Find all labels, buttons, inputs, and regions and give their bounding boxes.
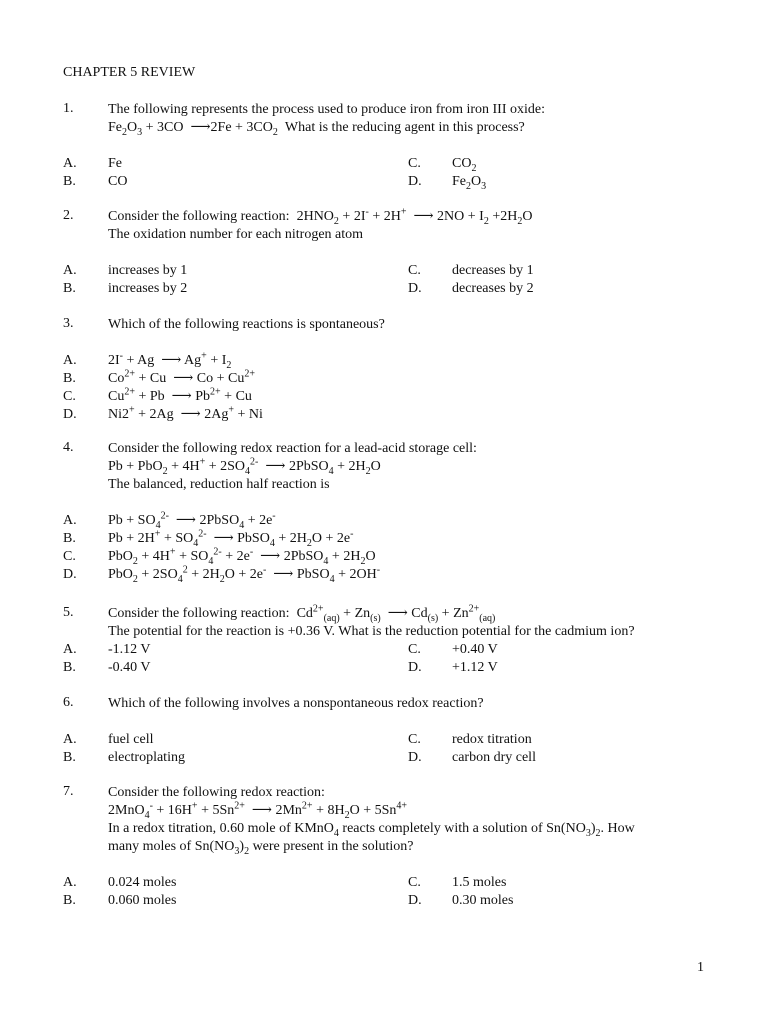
question-number: 4. [63,440,74,455]
page-number: 1 [697,960,704,975]
question-number: 6. [63,695,74,710]
choice-equation: $Pb + SO_4^{2-}$ ⟶ 2PbSO$_4$ + 2e- [108,510,276,531]
question-text: Which of the following reactions is spontaneous? [108,317,385,332]
choice-letter: A. [63,875,77,890]
choice-letter: C. [408,875,421,890]
choice-text: Fe [108,156,122,171]
choice-equation: Ni2+ + 2Ag ⟶ 2Ag+ + Ni [108,404,263,422]
choice-letter: B. [63,750,76,765]
question-prompt: What is the reducing agent in this process? [284,120,525,135]
choice-letter: C. [63,389,76,404]
question-7 [63,784,703,910]
question-1 [63,101,703,191]
question-text-part: reacts completely with a solution of [342,821,543,836]
choice-text: +1.12 V [452,660,498,675]
choice-row [63,406,703,424]
question-text: Consider the following reaction: $Cd^{2+}_{(aq)} + Zn_{(s)}$ ⟶ $Cd_{(s)} + Zn^{2+}_{(aq)}$ [108,603,496,624]
choice-letter: C. [408,263,421,278]
choice-text: -1.12 V [108,642,151,657]
chemical-equation: $Pb + PbO_2 + 4H^+ + 2SO_4^{2-}$ ⟶ 2PbSO$_4$ + $2H_2O$ [108,456,381,477]
choice-text: 0.024 moles [108,875,177,890]
choice-row [63,530,703,548]
question-number: 1. [63,101,74,116]
question-lead: Consider the following reaction: [108,209,290,224]
choice-text: $Fe_2O_3$ [452,174,487,192]
choice-letter: B. [63,371,76,386]
choice-letter: D. [408,660,422,675]
choice-letter: B. [63,174,76,189]
choice-row [63,548,703,566]
choice-row [63,566,703,584]
choice-letter: A. [63,156,77,171]
choice-row [63,173,703,191]
choice-letter: C. [408,732,421,747]
choice-letter: B. [63,660,76,675]
choice-text: increases by 2 [108,281,188,296]
choice-text: decreases by 2 [452,281,534,296]
choice-letter: A. [63,353,77,368]
choice-text: -0.40 V [108,660,151,675]
choice-letter: C. [63,549,76,564]
choice-row [63,370,703,388]
question-text: The potential for the reaction is +0.36 V. What is the reduction potential for the cadmium ion? [108,624,635,639]
choice-letter: B. [63,281,76,296]
choice-text: fuel cell [108,732,154,747]
question-6 [63,695,703,767]
choice-text: 1.5 moles [452,875,507,890]
choice-letter: D. [63,567,77,582]
question-text: The following represents the process used to produce iron from iron III oxide: [108,102,545,117]
choice-text: carbon dry cell [452,750,536,765]
choice-letter: D. [408,750,422,765]
choice-text: 0.30 moles [452,893,514,908]
choice-text: redox titration [452,732,532,747]
choice-letter: D. [408,893,422,908]
choice-equation: $PbO_2 + 2SO_4^2 + 2H_2O + 2e^-$ ⟶ PbSO$_4$ + 2OH- [108,564,381,585]
question-number: 5. [63,605,74,620]
choice-row [63,155,703,173]
choice-letter: D. [408,174,422,189]
choice-letter: B. [63,531,76,546]
question-5 [63,605,703,677]
choice-equation: $Co^{2+} + Cu$ ⟶ $Co + Cu^{2+}$ [108,368,255,386]
question-text: The oxidation number for each nitrogen atom [108,227,364,242]
question-text: Which of the following involves a nonspontaneous redox reaction? [108,696,484,711]
question-text: In a redox titration, 0.60 mole of KMnO$_4$ reacts completely with a solution of $Sn(NO_3)_2$. How [108,821,635,839]
choice-text: $CO_2$ [452,156,477,174]
question-number: 7. [63,784,74,799]
question-lead: Consider the following reaction: [108,606,290,621]
choice-text: 0.060 moles [108,893,177,908]
choice-letter: D. [63,407,77,422]
choice-row [63,892,703,910]
question-2 [63,208,703,298]
choice-letter: C. [408,642,421,657]
question-text: Consider the following reaction: $2HNO_2 + 2I^- + 2H^+$ ⟶ $2NO + I_2 +2H_2O$ [108,206,533,227]
choice-row [63,659,703,677]
choice-text: CO [108,174,128,189]
question-text: The balanced, reduction half reaction is [108,477,330,492]
choice-letter: A. [63,263,77,278]
choice-text: +0.40 V [452,642,498,657]
question-number: 3. [63,316,74,331]
question-text: many moles of $Sn(NO_3)_2$ were present in the solution? [108,839,414,857]
chemical-equation: $2MnO_4^- + 16H^+ + 5Sn^{2+}$ ⟶ $2Mn^{2+} + 8H_2O + 5Sn^{4+}$ [108,800,408,821]
choice-row [63,731,703,749]
choice-row [63,262,703,280]
choice-row [63,641,703,659]
choice-row [63,749,703,767]
choice-row [63,874,703,892]
choice-text: increases by 1 [108,263,188,278]
choice-row [63,352,703,370]
question-4 [63,440,703,584]
choice-row [63,280,703,298]
choice-text: decreases by 1 [452,263,534,278]
choice-letter: A. [63,642,77,657]
question-text: Consider the following redox reaction: [108,785,325,800]
choice-letter: B. [63,893,76,908]
choice-text: electroplating [108,750,185,765]
choice-row [63,388,703,406]
question-3 [63,316,703,424]
choice-equation: $PbO_2 + 4H^+ + SO_4^{2-} + 2e^-$ ⟶ 2PbSO$_4$ + $2H_2O$ [108,546,376,567]
choice-equation: $Cu^{2+} + Pb$ ⟶ $Pb^{2+} + Cu$ [108,386,252,404]
choice-equation: 2I- + Ag ⟶ $Ag^+ + I_2$ [108,350,232,371]
chemical-equation: $Fe_2O_3 + 3CO$ ⟶2Fe + $3CO_2$ What is the reducing agent in this process? [108,120,525,138]
question-number: 2. [63,208,74,223]
choice-letter: C. [408,156,421,171]
choice-equation: $Pb + 2H^+ + SO_4^{2-}$ ⟶ PbSO$_4$ + $2H_2O + 2e^-$ [108,528,354,549]
choice-letter: D. [408,281,422,296]
choice-letter: A. [63,732,77,747]
question-text: Consider the following redox reaction for a lead-acid storage cell: [108,441,477,456]
question-text-part: were present in the solution? [252,839,414,854]
page-title: CHAPTER 5 REVIEW [63,65,196,80]
question-text-part: many moles of [108,839,192,854]
choice-letter: A. [63,513,77,528]
choice-row [63,512,703,530]
